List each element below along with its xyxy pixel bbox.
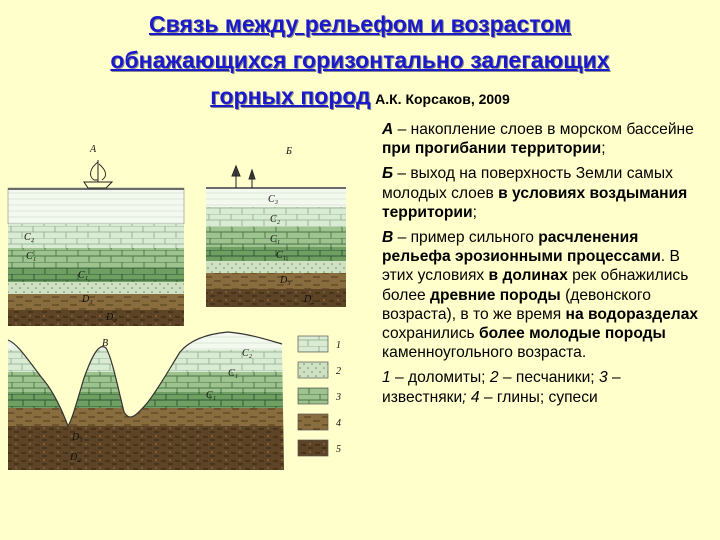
layer-label-v: C₁: [206, 390, 217, 401]
tree-icon: [232, 166, 255, 188]
text-run: – глины; супеси: [479, 388, 598, 406]
slide-title: [20, 8, 700, 116]
title-author: А.К. Корсаков, 2009: [375, 91, 510, 107]
layer-label-v: D₃: [72, 432, 83, 443]
text-run: – накопление слоев в морском бассейне: [393, 121, 694, 138]
layer-label-a: C₁: [26, 251, 37, 262]
text-run: – выход на поверхность Земли самых молодых слоев: [382, 165, 673, 202]
text-run: – пример сильного: [393, 229, 539, 247]
layer-label-a: D₃: [82, 294, 93, 305]
text-run: – доломиты;: [390, 369, 490, 387]
legend-number-2: 2: [336, 366, 341, 377]
title-line-2: обнажающихся горизонтально залегающих: [110, 47, 610, 73]
text-run: рек обнажились более: [382, 267, 689, 304]
layer-label-b: D₂: [304, 294, 315, 305]
layer-label-a: D₂: [106, 312, 117, 323]
legend-swatch-2: [298, 362, 328, 378]
description-text: [382, 120, 707, 413]
legend-swatch-5: [298, 440, 328, 456]
panel-label-v: В: [102, 338, 109, 349]
text-run: ;: [462, 388, 467, 406]
legend-number-3: 3: [336, 392, 341, 403]
layer-label-b: C₂: [270, 214, 281, 225]
legend-swatch-1: [298, 336, 328, 352]
text-run: более молодые породы: [479, 325, 666, 343]
text-run: сохранились: [382, 325, 479, 343]
legend: [298, 336, 328, 456]
paragraph-3: [382, 228, 707, 362]
title-line-1: Связь между рельефом и возрастом: [149, 11, 571, 37]
layer-label-b: C₁: [270, 234, 281, 245]
ship-icon: [84, 160, 112, 188]
layer-label-v: C₁: [228, 368, 239, 379]
text-run: ;: [601, 140, 606, 158]
layer-label-a: C₂: [24, 232, 35, 243]
paragraph-2: [382, 164, 707, 222]
layer-label-v: D₂: [70, 452, 81, 463]
legend-swatch-4: [298, 414, 328, 430]
text-run: В: [382, 229, 394, 247]
legend-swatch-3: [298, 388, 328, 404]
layer-label-v: C₂: [242, 348, 253, 359]
text-run: 2: [489, 369, 499, 387]
text-run: – известняки: [382, 369, 621, 406]
text-run: на водоразделах: [565, 305, 699, 323]
text-run: в долинах: [488, 267, 568, 285]
text-run: 1: [382, 369, 391, 387]
panel-label-a: А: [90, 144, 97, 155]
paragraph-1: [382, 120, 707, 158]
legend-number-1: 1: [336, 340, 341, 351]
text-run: (девонского возраста), в то же время: [382, 286, 651, 323]
text-run: при прогибании территории: [382, 140, 602, 158]
text-run: каменноугольного возраста.: [382, 344, 587, 362]
layer-label-b: C₃: [268, 194, 279, 205]
layer-label-b: C₁: [276, 250, 287, 261]
panel-label-b: Б: [286, 146, 292, 157]
text-run: ;: [472, 203, 477, 221]
layer-label-a: C₁: [78, 270, 89, 281]
text-run: в условиях воздымания территории: [382, 184, 688, 221]
layer-label-b: D₃: [280, 275, 291, 286]
text-run: 3: [598, 369, 608, 387]
paragraph-4: [382, 368, 707, 406]
text-run: расчленения рельефа эрозионными процессами: [382, 229, 661, 266]
title-line-3: горных пород: [210, 83, 371, 109]
legend-number-5: 5: [336, 444, 341, 455]
text-run: Б: [382, 165, 394, 183]
text-run: древние породы: [430, 286, 561, 304]
legend-number-4: 4: [336, 418, 341, 429]
panel-a-section: [8, 160, 184, 326]
text-run: . В этих условиях: [382, 248, 680, 285]
geology-figure: [6, 130, 356, 470]
text-run: 4: [470, 388, 480, 406]
text-run: – песчаники;: [498, 369, 599, 387]
text-run: А: [382, 121, 394, 138]
